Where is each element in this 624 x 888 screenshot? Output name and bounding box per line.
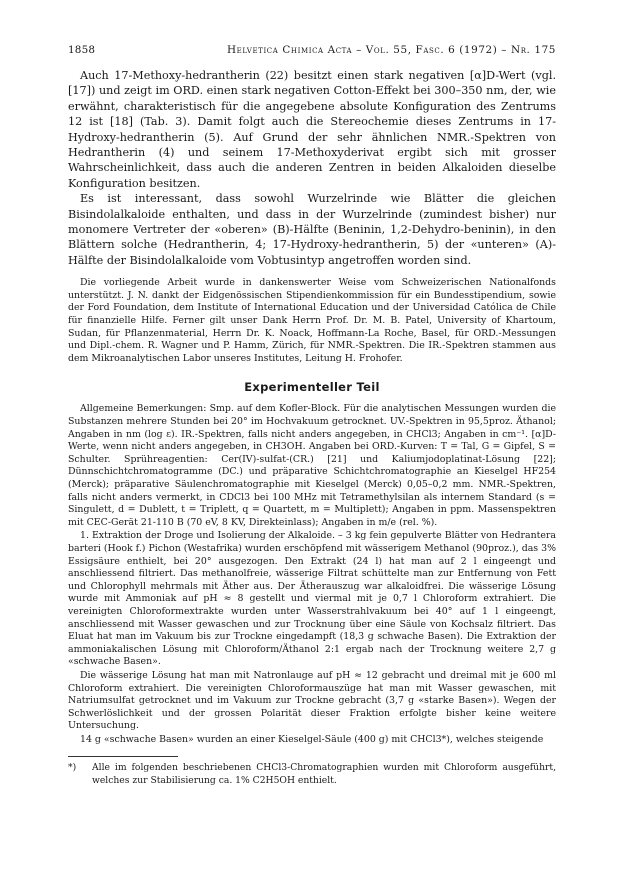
acknowledgement: [68, 277, 556, 365]
footnote-text: Alle im folgenden beschriebenen CHCl3-Chromatographien wurden mit Chloroform ausgeführt, welches zur Stabilisierung ca. 1% C2H5OH enthielt.: [92, 762, 556, 786]
body-paragraph: Es ist interessant, dass sowohl Wurzelrinde wie Blätter die gleichen Bisindolalkaloide enthalten, und dass in der Wurzelrinde (zumindest bisher) nur monomere Vertreter der «oberen» (B)-Hälfte (Beninin, 1,2-Dehydro-beninin), in den Blättern solche (Hedrantherin, 4; 17-Hydroxy-hedrantherin, 5) der «unteren» (A)-Hälfte der Bisindolalkaloide vom Vobtusintyp angetroffen worden sind.: [68, 192, 556, 267]
main-text: [68, 68, 556, 268]
acknowledgement-text: Die vorliegende Arbeit wurde in dankenswerter Weise vom Schweizerischen Nationalfonds unterstützt. J. N. dankt der Eidgenössischen Stipendienkommission für ein Bundesstipendium, sowie der Ford Foundation, dem Institute of International Education und der Universidad Católica de Chile für finanzielle Hilfe. Ferner gilt unser Dank Herrn Prof. Dr. M. B. Patel, University of Khartoum, Sudan, für Pflanzenmaterial, Herrn Dr. K. Noack, Hoffmann-La Roche, Basel, für ORD.-Messungen und Dipl.-chem. R. Wagner und P. Hamm, Zürich, für NMR.-Spektren. Die IR.-Spektren stammen aus dem Mikroanalytischen Labor unseres Institutes, Leitung H. Frohofer.: [68, 277, 556, 364]
experimental-section: [68, 403, 556, 746]
footnote-mark: *): [68, 762, 77, 774]
journal-running-head: Helvetica Chimica Acta – Vol. 55, Fasc. 6 (1972) – Nr. 175: [227, 44, 556, 56]
experimental-paragraph: Die wässerige Lösung hat man mit Natronlauge auf pH ≈ 12 gebracht und dreimal mit je 600 ml Chloroform extrahiert. Die vereinigten Chloroformauszüge hat man mit Wasser gewaschen, mit Natriumsulfat getrocknet und im Vakuum zur Trockne gebracht (3,7 g «starke Basen»). Wegen der Schwerlöslichkeit und der grossen Polarität dieser Fraktion erfolgte bisher keine weitere Untersuchung.: [68, 669, 556, 732]
page-number: 1858: [68, 44, 96, 56]
body-paragraph: Auch 17-Methoxy-hedrantherin (22) besitzt einen stark negativen [α]D-Wert (vgl. [17]) und zeigt im ORD. einen stark negativen Cotton-Effekt bei 300–350 nm, der, wie erwähnt, charakteristisch für die angegebene absolute Konfiguration des Zentrums 12 ist [18] (Tab. 3). Damit folgt auch die Stereochemie dieses Zentrums in 17-Hydroxy-hedrantherin (5). Auf Grund der sehr ähnlichen NMR.-Spektren von Hedrantherin (4) und seinem 17-Methoxyderivat ergibt sich mit grosser Wahrscheinlichkeit, dass auch die anderen Zentren in beiden Alkaloiden dieselbe Konfiguration besitzen.: [68, 69, 556, 190]
section-title: Experimenteller Teil: [244, 380, 380, 395]
experimental-paragraph: 1. Extraktion der Droge und Isolierung der Alkaloide. – 3 kg fein gepulverte Blätter von Hedrantera barteri (Hook f.) Pichon (Westafrika) wurden erschöpfend mit wässerigem Methanol (90proz.), das 3% Essigsäure enthielt, bei 20° ausgezogen. Den Extrakt (24 l) hat man auf 2 l eingeengt und anschliessend filtriert. Das methanolfreie, wässerige Filtrat schüttelte man zur Entfernung von Fett und Chlorophyll mehrmals mit Äther aus. Der Ätherauszug war alkaloidfrei. Die wässerige Lösung wurde mit Ammoniak auf pH ≈ 8 gestellt und viermal mit je 0,7 l Chloroform extrahiert. Die vereinigten Chloroformextrakte wurden unter Wasserstrahlvakuum bei 40° auf 1 l eingeengt, anschliessend mit Wasser gewaschen und zur Trocknung über eine Säule von Kochsalz filtriert. Das Eluat hat man im Vakuum bis zur Trockne eingedampft (18,3 g schwache Basen). Die Extraktion der ammoniakalischen Lösung mit Chloroform/Äthanol 2:1 ergab nach der Trocknung weitere 2,7 g «schwache Basen».: [68, 530, 556, 668]
page-header: [68, 44, 556, 56]
experimental-paragraph: Allgemeine Bemerkungen: Smp. auf dem Kofler-Block. Für die analytischen Messungen wurden die Substanzen mehrere Stunden bei 20° im Hochvakuum getrocknet. UV.-Spektren in 95,5proz. Äthanol; Angaben in nm (log ε). IR.-Spektren, falls nicht anders angegeben, in CHCl3; Angaben in cm⁻¹. [α]D-Werte, wenn nicht anders angegeben, in CH3OH. Angaben bei ORD.-Kurven: T = Tal, G = Gipfel, S = Schulter. Sprühreagentien: Cer(IV)-sulfat-(CR.) [21] und Kaliumjodoplatinat-Lösung [22]; Dünnschichtchromatogramme (DC.) und präparative Schichtchromatographie an Kieselgel HF254 (Merck); präparative Säulenchromatographie mit Kieselgel (Merck) 0,05–0,2 mm. NMR.-Spektren, falls nicht anders vermerkt, in CDCl3 bei 100 MHz mit Tetramethylsilan als internem Standard (s = Singulett, d = Dublett, t = Triplett, q = Quartett, m = Multiplett); Angaben in ppm. Massenspektren mit CEC-Gerät 21-110 B (70 eV, 8 KV, Direkteinlass); Angaben in m/e (rel. %).: [68, 403, 556, 528]
experimental-paragraph: 14 g «schwache Basen» wurden an einer Kieselgel-Säule (400 g) mit CHCl3*), welches steigende: [80, 733, 544, 745]
footnote-divider: [68, 756, 178, 757]
footnote: [68, 762, 556, 786]
